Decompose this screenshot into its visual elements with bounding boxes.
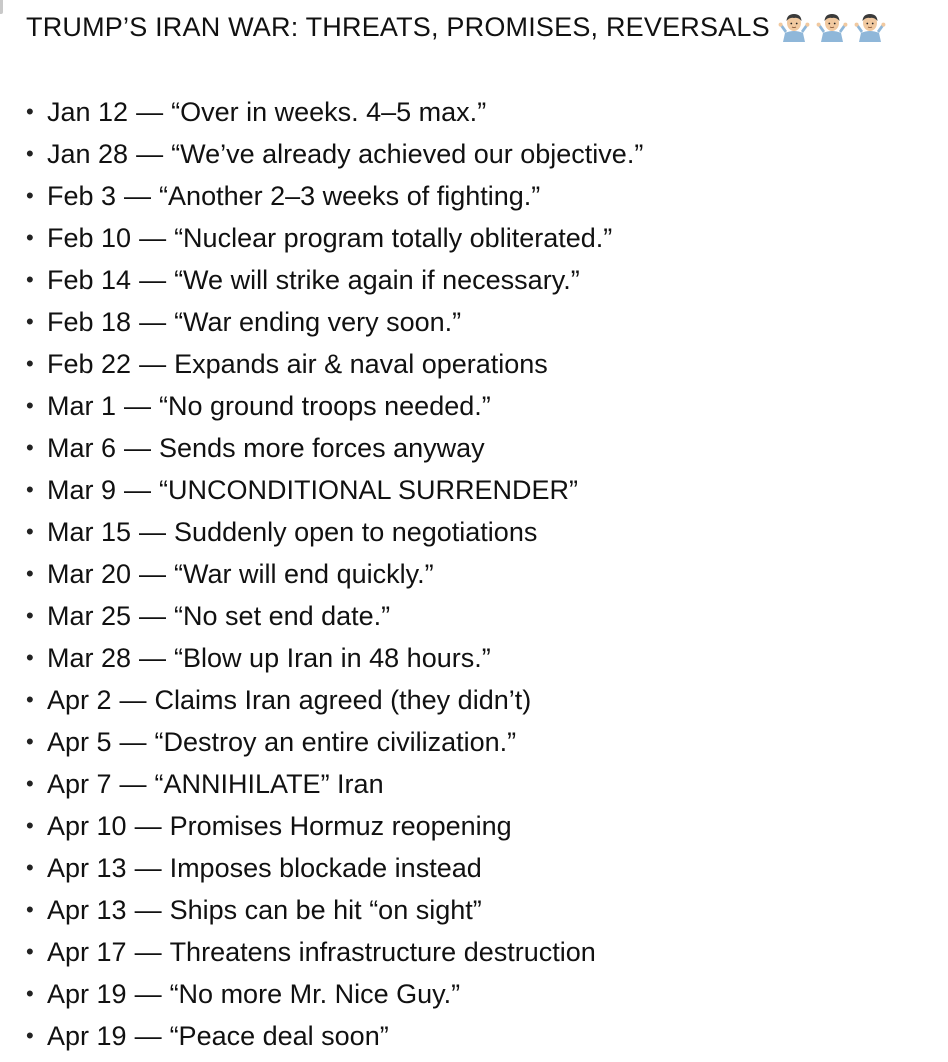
list-item (26, 91, 936, 133)
item-date: Mar 15 (47, 516, 132, 547)
item-date: Apr 13 (47, 894, 127, 925)
item-text: “UNCONDITIONAL SURRENDER” (159, 474, 579, 505)
person-shrugging-icon (778, 12, 810, 42)
bullet-icon: • (26, 771, 34, 796)
post-body (26, 8, 936, 1057)
list-item (26, 931, 936, 973)
item-text: “Nuclear program totally obliterated.” (174, 222, 613, 253)
item-text: “No set end date.” (174, 600, 391, 631)
item-separator: — (136, 138, 164, 169)
item-date: Mar 9 (47, 474, 117, 505)
item-date: Apr 19 (47, 1020, 127, 1051)
item-date: Feb 3 (47, 180, 117, 211)
item-separator: — (134, 978, 162, 1009)
person-shrugging-icon (854, 12, 886, 42)
title-row (26, 8, 936, 46)
list-item (26, 805, 936, 847)
item-separator: — (139, 642, 167, 673)
item-date: Feb 18 (47, 306, 132, 337)
list-item (26, 427, 936, 469)
list-item (26, 217, 936, 259)
item-date: Apr 2 (47, 684, 112, 715)
bullet-icon: • (26, 267, 34, 292)
list-item (26, 721, 936, 763)
item-date: Jan 28 (47, 138, 129, 169)
list-item (26, 1015, 936, 1057)
list-item (26, 259, 936, 301)
bullet-icon: • (26, 435, 34, 460)
item-separator: — (124, 432, 152, 463)
item-date: Jan 12 (47, 96, 129, 127)
list-item (26, 889, 936, 931)
list-item (26, 343, 936, 385)
list-item (26, 385, 936, 427)
item-date: Apr 10 (47, 810, 127, 841)
item-text: Claims Iran agreed (they didn’t) (154, 684, 532, 715)
item-separator: — (139, 516, 167, 547)
item-text: “Over in weeks. 4–5 max.” (171, 96, 487, 127)
item-text: “We’ve already achieved our objective.” (171, 138, 644, 169)
item-date: Mar 25 (47, 600, 132, 631)
list-item (26, 469, 936, 511)
bullet-icon: • (26, 309, 34, 334)
item-text: “No more Mr. Nice Guy.” (169, 978, 461, 1009)
list-item (26, 175, 936, 217)
bullet-icon: • (26, 939, 34, 964)
item-separator: — (139, 600, 167, 631)
bullet-icon: • (26, 897, 34, 922)
item-text: “Another 2–3 weeks of fighting.” (159, 180, 541, 211)
item-date: Apr 5 (47, 726, 112, 757)
item-separator: — (139, 306, 167, 337)
bullet-icon: • (26, 225, 34, 250)
list-item (26, 763, 936, 805)
item-separator: — (119, 768, 147, 799)
item-text: Imposes blockade instead (169, 852, 482, 883)
item-date: Apr 17 (47, 936, 127, 967)
item-separator: — (139, 348, 167, 379)
item-text: Ships can be hit “on sight” (169, 894, 482, 925)
item-text: “We will strike again if necessary.” (174, 264, 580, 295)
shrug-emoji-group (778, 12, 886, 42)
bullet-icon: • (26, 729, 34, 754)
bullet-icon: • (26, 99, 34, 124)
item-text: Promises Hormuz reopening (169, 810, 512, 841)
item-text: “War ending very soon.” (174, 306, 462, 337)
person-shrugging-icon (816, 12, 848, 42)
item-date: Feb 10 (47, 222, 132, 253)
bullet-icon: • (26, 141, 34, 166)
item-separator: — (124, 180, 152, 211)
bullet-icon: • (26, 519, 34, 544)
item-date: Feb 22 (47, 348, 132, 379)
item-separator: — (136, 96, 164, 127)
item-text: “War will end quickly.” (174, 558, 434, 589)
item-separator: — (134, 1020, 162, 1051)
bullet-icon: • (26, 1023, 34, 1048)
item-text: Suddenly open to negotiations (174, 516, 538, 547)
bullet-icon: • (26, 687, 34, 712)
item-text: “ANNIHILATE” Iran (154, 768, 384, 799)
bullet-icon: • (26, 855, 34, 880)
post-title: TRUMP’S IRAN WAR: THREATS, PROMISES, REVERSALS (26, 11, 770, 42)
left-edge-mark (0, 0, 3, 14)
timeline-list (26, 91, 936, 1057)
list-item (26, 301, 936, 343)
item-separator: — (134, 810, 162, 841)
item-separator: — (124, 474, 152, 505)
item-separator: — (124, 390, 152, 421)
item-separator: — (139, 558, 167, 589)
item-date: Mar 28 (47, 642, 132, 673)
list-item (26, 973, 936, 1015)
bullet-icon: • (26, 393, 34, 418)
item-separator: — (119, 726, 147, 757)
item-text: “Blow up Iran in 48 hours.” (174, 642, 491, 673)
item-text: “Destroy an entire civilization.” (154, 726, 517, 757)
list-item (26, 679, 936, 721)
list-item (26, 133, 936, 175)
list-item (26, 637, 936, 679)
item-date: Apr 7 (47, 768, 112, 799)
item-date: Apr 13 (47, 852, 127, 883)
item-date: Mar 6 (47, 432, 117, 463)
item-separator: — (139, 222, 167, 253)
item-text: Expands air & naval operations (174, 348, 548, 379)
list-item (26, 553, 936, 595)
item-text: Threatens infrastructure destruction (169, 936, 596, 967)
item-separator: — (134, 936, 162, 967)
item-text: “Peace deal soon” (169, 1020, 389, 1051)
list-item (26, 595, 936, 637)
item-date: Mar 1 (47, 390, 117, 421)
item-separator: — (139, 264, 167, 295)
bullet-icon: • (26, 813, 34, 838)
bullet-icon: • (26, 981, 34, 1006)
item-separator: — (119, 684, 147, 715)
bullet-icon: • (26, 561, 34, 586)
item-date: Mar 20 (47, 558, 132, 589)
list-item (26, 511, 936, 553)
bullet-icon: • (26, 477, 34, 502)
item-date: Apr 19 (47, 978, 127, 1009)
bullet-icon: • (26, 603, 34, 628)
bullet-icon: • (26, 351, 34, 376)
item-date: Feb 14 (47, 264, 132, 295)
bullet-icon: • (26, 183, 34, 208)
item-text: Sends more forces anyway (159, 432, 485, 463)
item-separator: — (134, 852, 162, 883)
item-text: “No ground troops needed.” (159, 390, 491, 421)
list-item (26, 847, 936, 889)
item-separator: — (134, 894, 162, 925)
bullet-icon: • (26, 645, 34, 670)
